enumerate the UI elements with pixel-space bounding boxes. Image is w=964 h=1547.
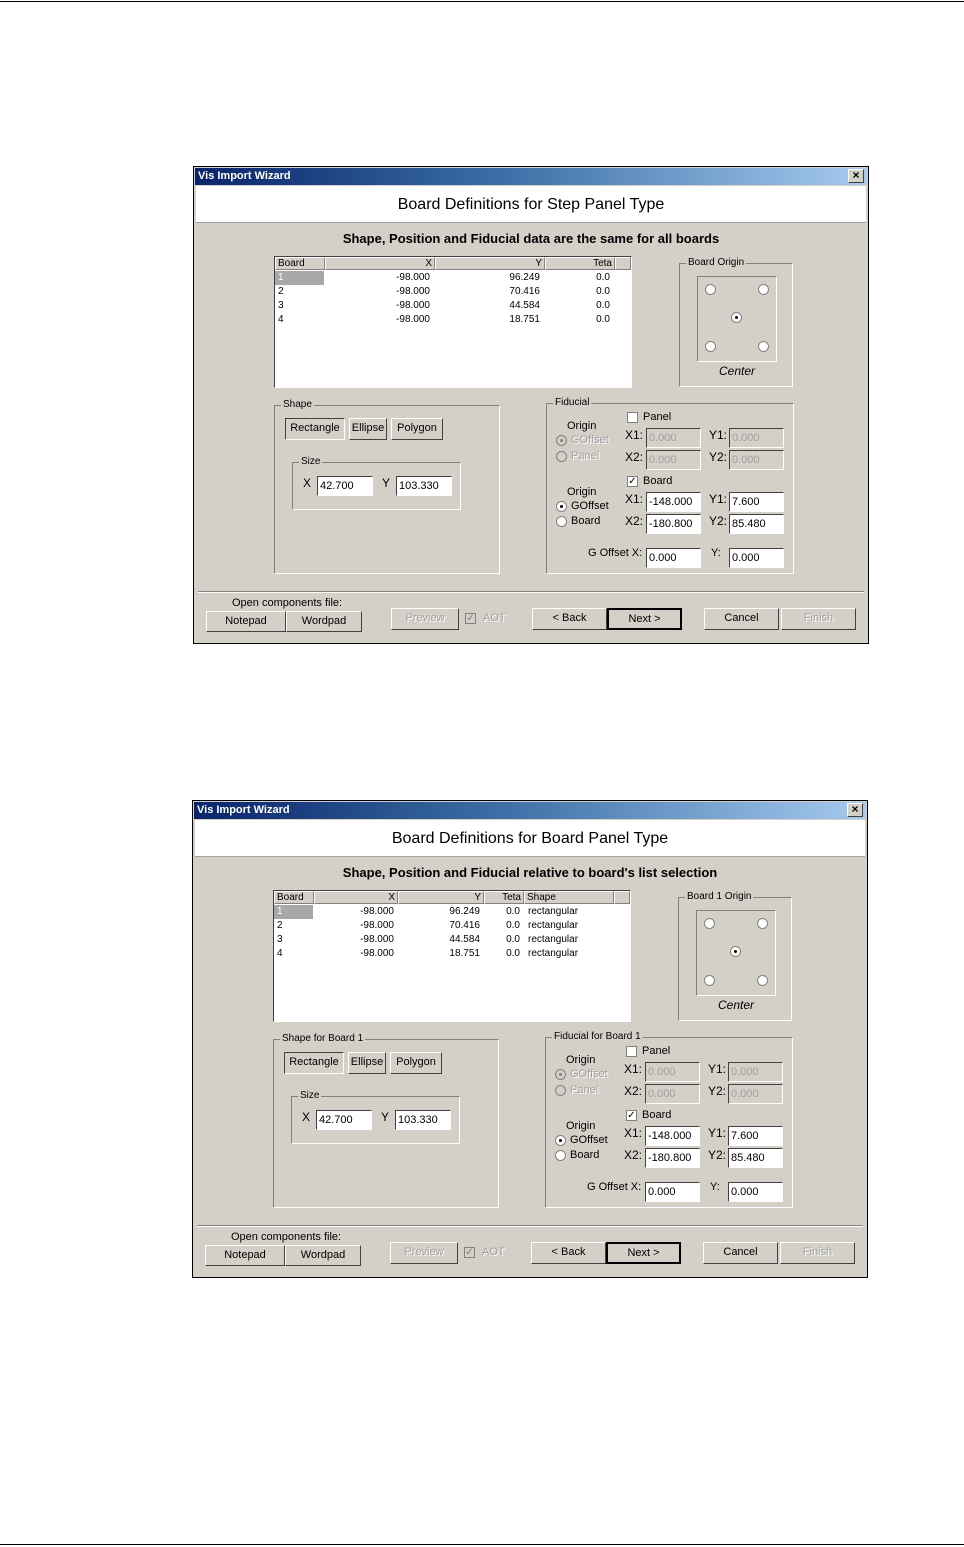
origin-center-radio[interactable]: [730, 946, 741, 957]
polygon-button[interactable]: Polygon: [391, 418, 443, 440]
origin-center-radio[interactable]: [731, 312, 742, 323]
shape-group-label: Shape for Board 1: [282, 1033, 364, 1044]
cell-shape: rectangular: [528, 920, 579, 931]
board-x2-input[interactable]: -180.800: [646, 514, 701, 534]
cell-x: -98.000: [396, 300, 430, 311]
panel-x1-label: X1:: [625, 428, 644, 442]
board-goffset-radio-label: GOffset: [571, 500, 609, 512]
panel-y2-input[interactable]: 0.000: [729, 450, 784, 470]
panel-y2-input[interactable]: 0.000: [728, 1084, 783, 1104]
panel-panel-radio[interactable]: [555, 1085, 566, 1096]
board-x2-label: X2:: [624, 1148, 643, 1162]
board-x2-label: X2:: [625, 514, 644, 528]
wizard-dialog-step-panel: [193, 166, 869, 644]
board-y1-input[interactable]: 7.600: [728, 1126, 783, 1146]
cell-x: -98.000: [360, 948, 394, 959]
back-button[interactable]: < Back: [532, 608, 607, 630]
board-x2-input[interactable]: -180.800: [645, 1148, 700, 1168]
boards-table[interactable]: [274, 256, 632, 388]
close-icon[interactable]: ×: [847, 803, 863, 817]
panel-y1-label: Y1:: [708, 1062, 727, 1076]
board-y2-input[interactable]: 85.480: [728, 1148, 783, 1168]
panel-y1-input[interactable]: 0.000: [728, 1062, 783, 1082]
panel-checkbox[interactable]: [626, 1046, 637, 1057]
size-group: [292, 456, 461, 510]
column-header-x[interactable]: X: [314, 891, 398, 904]
column-header-y[interactable]: Y: [398, 891, 484, 904]
board-x1-input[interactable]: -148.000: [646, 492, 701, 512]
goffset-y-input[interactable]: 0.000: [728, 1182, 783, 1202]
cell-board: 2: [278, 286, 284, 297]
footer-separator: [197, 1225, 863, 1227]
size-group: [291, 1090, 460, 1144]
cell-y: 96.249: [449, 906, 480, 917]
origin-top-right-radio[interactable]: [757, 918, 768, 929]
size-x-input[interactable]: 42.700: [316, 1110, 372, 1130]
table-row[interactable]: [274, 919, 614, 933]
boards-table[interactable]: [273, 890, 631, 1022]
page-subtitle: Shape, Position and Fiducial data are the same for all boards: [342, 231, 720, 246]
wordpad-button[interactable]: Wordpad: [286, 611, 362, 632]
next-button[interactable]: Next >: [607, 608, 682, 630]
panel-y2-label: Y2:: [708, 1084, 727, 1098]
cell-board: 1: [275, 271, 324, 285]
column-header-x[interactable]: X: [325, 257, 435, 270]
cell-teta: 0.0: [596, 300, 610, 311]
size-y-label: Y: [382, 476, 391, 490]
cell-board: 1: [274, 905, 313, 919]
goffset-y-input[interactable]: 0.000: [729, 548, 784, 568]
cell-x: -98.000: [360, 906, 394, 917]
board-board-radio[interactable]: [556, 516, 567, 527]
panel-y1-input[interactable]: 0.000: [729, 428, 784, 448]
shape-group-label: Shape: [283, 399, 312, 410]
cell-y: 70.416: [509, 286, 540, 297]
panel-x2-label: X2:: [625, 450, 644, 464]
table-row[interactable]: [275, 313, 615, 327]
panel-goffset-radio[interactable]: [556, 435, 567, 446]
cancel-button[interactable]: Cancel: [704, 608, 779, 630]
origin-board-preview: [696, 910, 776, 996]
goffset-y-label: Y:: [711, 547, 721, 559]
cell-board: 2: [277, 920, 283, 931]
rectangle-button[interactable]: Rectangle: [284, 1052, 344, 1074]
fiducial-group: [545, 1031, 793, 1208]
close-icon[interactable]: ×: [848, 169, 864, 183]
cell-teta: 0.0: [506, 948, 520, 959]
preview-button[interactable]: Preview: [391, 608, 459, 630]
open-components-label: Open components file:: [232, 597, 343, 609]
cell-y: 18.751: [449, 948, 480, 959]
finish-button[interactable]: Finish: [781, 608, 856, 630]
size-x-label: X: [303, 476, 312, 490]
panel-panel-radio-label: Panel: [571, 450, 600, 462]
board-x1-input[interactable]: -148.000: [645, 1126, 700, 1146]
table-row[interactable]: [274, 905, 614, 919]
panel-panel-radio[interactable]: [556, 451, 567, 462]
board-goffset-radio[interactable]: [556, 501, 567, 512]
column-header-board[interactable]: Board: [275, 257, 325, 270]
goffset-x-label: G Offset X:: [588, 547, 643, 559]
page-title: Board Definitions for Board Panel Type: [391, 830, 669, 847]
table-row[interactable]: [274, 947, 614, 961]
board-board-radio-label: Board: [570, 1149, 600, 1161]
table-row[interactable]: [275, 271, 615, 285]
size-y-input[interactable]: 103.330: [396, 476, 452, 496]
aot-label: AOT: [482, 1246, 505, 1258]
origin-top-right-radio[interactable]: [758, 284, 769, 295]
title-bar: [194, 802, 866, 819]
shape-group: [273, 1033, 499, 1208]
size-x-input[interactable]: 42.700: [317, 476, 373, 496]
board-board-radio-label: Board: [571, 515, 601, 527]
rectangle-button[interactable]: Rectangle: [285, 418, 345, 440]
cell-teta: 0.0: [596, 272, 610, 283]
cell-teta: 0.0: [506, 920, 520, 931]
cell-board: 4: [277, 948, 283, 959]
cell-y: 70.416: [449, 920, 480, 931]
panel-x1-input[interactable]: 0.000: [645, 1062, 700, 1082]
cell-y: 96.249: [509, 272, 540, 283]
panel-goffset-radio-label: GOffset: [570, 1068, 608, 1080]
size-label: Size: [301, 456, 321, 467]
cell-y: 44.584: [509, 300, 540, 311]
origin-bottom-left-radio[interactable]: [705, 341, 716, 352]
table-row[interactable]: [274, 933, 614, 947]
origin-caption: Center: [719, 364, 756, 378]
cell-x: -98.000: [360, 934, 394, 945]
cell-shape: rectangular: [528, 934, 579, 945]
cell-x: -98.000: [360, 920, 394, 931]
cell-x: -98.000: [396, 286, 430, 297]
board-goffset-radio-label: GOffset: [570, 1134, 608, 1146]
cell-teta: 0.0: [596, 286, 610, 297]
column-header-teta[interactable]: Teta: [545, 257, 615, 270]
table-row[interactable]: [275, 299, 615, 313]
goffset-y-label: Y:: [710, 1181, 720, 1193]
polygon-button[interactable]: Polygon: [390, 1052, 442, 1074]
table-row[interactable]: [275, 285, 615, 299]
cell-board: 4: [278, 314, 284, 325]
cell-teta: 0.0: [506, 934, 520, 945]
window-title: Vis Import Wizard: [198, 170, 291, 182]
board-x1-label: X1:: [625, 492, 644, 506]
size-x-label: X: [302, 1110, 311, 1124]
cell-teta: 0.0: [506, 906, 520, 917]
panel-checkbox[interactable]: [627, 412, 638, 423]
goffset-x-input[interactable]: 0.000: [645, 1182, 700, 1202]
fiducial-group: [546, 397, 794, 574]
wizard-header: [196, 186, 866, 223]
panel-x1-input[interactable]: 0.000: [646, 428, 701, 448]
board-origin-label: Board Origin: [688, 257, 745, 268]
panel-goffset-radio-label: GOffset: [571, 434, 609, 446]
top-page-rule: [0, 1, 964, 2]
origin-top-left-radio[interactable]: [705, 284, 716, 295]
panel-y1-label: Y1:: [709, 428, 728, 442]
origin-board-label: Origin: [566, 1120, 596, 1132]
board-y1-label: Y1:: [709, 492, 728, 506]
window-title: Vis Import Wizard: [197, 804, 290, 816]
ellipse-button[interactable]: Ellipse: [348, 1052, 386, 1074]
size-y-label: Y: [381, 1110, 390, 1124]
wordpad-button[interactable]: Wordpad: [285, 1245, 361, 1266]
column-header-filler: [615, 257, 631, 270]
size-label: Size: [300, 1090, 320, 1101]
shape-group: [274, 399, 500, 574]
origin-board-label: Origin: [567, 486, 597, 498]
panel-goffset-radio[interactable]: [555, 1069, 566, 1080]
notepad-button[interactable]: Notepad: [206, 611, 286, 632]
panel-x2-input[interactable]: 0.000: [646, 450, 701, 470]
goffset-x-label: G Offset X:: [587, 1181, 642, 1193]
fiducial-group-label: Fiducial: [555, 397, 590, 408]
origin-bottom-right-radio[interactable]: [757, 975, 768, 986]
cell-board: 3: [277, 934, 283, 945]
origin-bottom-right-radio[interactable]: [758, 341, 769, 352]
aot-checkbox[interactable]: ✓: [465, 1247, 474, 1258]
cell-shape: rectangular: [528, 948, 579, 959]
panel-x1-label: X1:: [624, 1062, 643, 1076]
board-y1-label: Y1:: [708, 1126, 727, 1140]
cell-x: -98.000: [396, 314, 430, 325]
board-y2-input[interactable]: 85.480: [729, 514, 784, 534]
footer-separator: [198, 591, 864, 593]
cell-board: 3: [278, 300, 284, 311]
preview-button[interactable]: Preview: [390, 1242, 458, 1264]
cell-x: -98.000: [396, 272, 430, 283]
column-header-teta[interactable]: Teta: [484, 891, 524, 904]
board-board-radio[interactable]: [555, 1150, 566, 1161]
aot-label: AOT: [483, 612, 506, 624]
wizard-dialog-board-panel: [192, 800, 868, 1278]
origin-bottom-left-radio[interactable]: [704, 975, 715, 986]
page-subtitle: Shape, Position and Fiducial relative to board's list selection: [342, 865, 718, 880]
board-checkbox[interactable]: ✓: [628, 476, 637, 487]
board-goffset-radio[interactable]: [555, 1135, 566, 1146]
board-y1-input[interactable]: 7.600: [729, 492, 784, 512]
cell-teta: 0.0: [596, 314, 610, 325]
panel-checkbox-label: Panel: [642, 1045, 671, 1057]
board-checkbox[interactable]: ✓: [627, 1110, 636, 1121]
open-components-label: Open components file:: [231, 1231, 342, 1243]
origin-board-preview: [697, 276, 777, 362]
ellipse-button[interactable]: Ellipse: [349, 418, 387, 440]
back-button[interactable]: < Back: [531, 1242, 606, 1264]
board-checkbox-label: Board: [642, 1109, 672, 1121]
board-y2-label: Y2:: [709, 514, 728, 528]
finish-button[interactable]: Finish: [780, 1242, 855, 1264]
panel-x2-label: X2:: [624, 1084, 643, 1098]
column-header-board[interactable]: Board: [274, 891, 314, 904]
board-x1-label: X1:: [624, 1126, 643, 1140]
board-y2-label: Y2:: [708, 1148, 727, 1162]
fiducial-group-label: Fiducial for Board 1: [554, 1031, 641, 1042]
cell-y: 44.584: [449, 934, 480, 945]
title-bar: [195, 168, 867, 185]
notepad-button[interactable]: Notepad: [205, 1245, 285, 1266]
origin-top-left-radio[interactable]: [704, 918, 715, 929]
panel-x2-input[interactable]: 0.000: [645, 1084, 700, 1104]
origin-panel-label: Origin: [567, 420, 597, 432]
column-header-shape[interactable]: Shape: [524, 891, 614, 904]
board-checkbox-label: Board: [643, 475, 673, 487]
bottom-page-rule: [0, 1544, 964, 1545]
aot-checkbox[interactable]: ✓: [466, 613, 475, 624]
panel-y2-label: Y2:: [709, 450, 728, 464]
cell-shape: rectangular: [528, 906, 579, 917]
board-origin-group: [678, 891, 792, 1021]
goffset-x-input[interactable]: 0.000: [646, 548, 701, 568]
origin-caption: Center: [718, 998, 755, 1012]
page-title: Board Definitions for Step Panel Type: [397, 196, 665, 213]
column-header-filler: [614, 891, 630, 904]
size-y-input[interactable]: 103.330: [395, 1110, 451, 1130]
board-origin-group: [679, 257, 793, 387]
panel-checkbox-label: Panel: [643, 411, 672, 423]
panel-panel-radio-label: Panel: [570, 1084, 599, 1096]
cancel-button[interactable]: Cancel: [703, 1242, 778, 1264]
origin-panel-label: Origin: [566, 1054, 596, 1066]
cell-y: 18.751: [509, 314, 540, 325]
column-header-y[interactable]: Y: [435, 257, 545, 270]
next-button[interactable]: Next >: [606, 1242, 681, 1264]
wizard-header: [195, 820, 865, 857]
board-origin-label: Board 1 Origin: [687, 891, 752, 902]
